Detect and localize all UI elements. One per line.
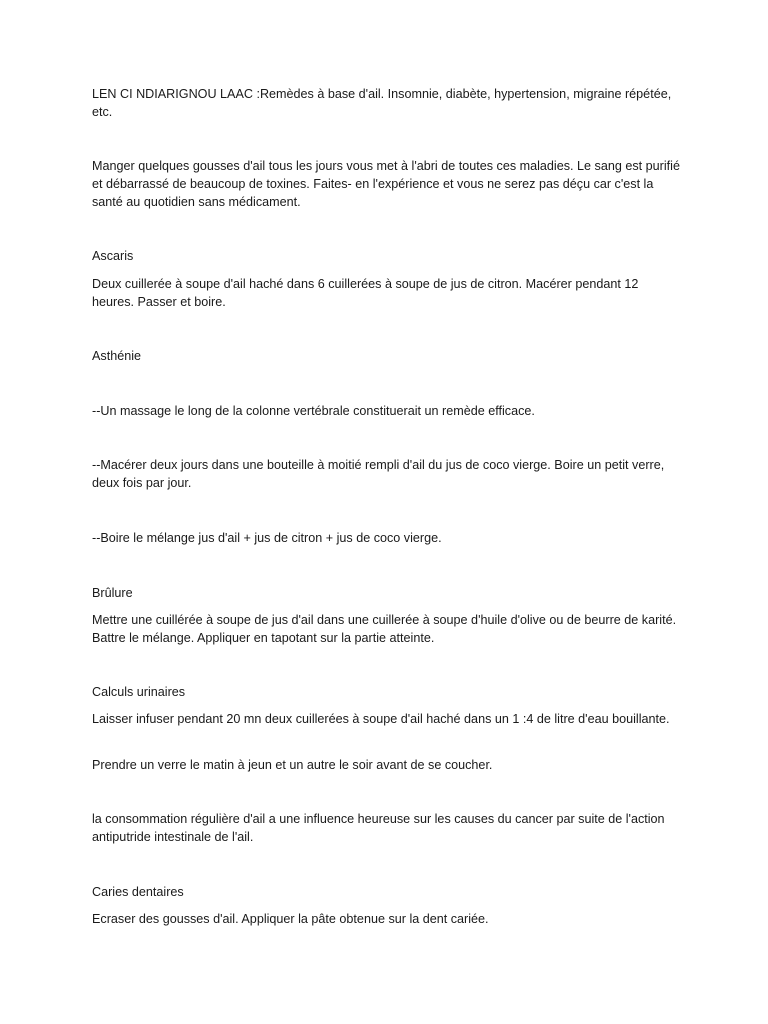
- asthenie-item-1: --Un massage le long de la colonne vertébrale constituerait un remède efficace.: [92, 404, 535, 418]
- cancer-paragraph: la consommation régulière d'ail a une influence heureuse sur les causes du cancer par suite de l'action antiputride intestinale de l'ail.: [92, 812, 665, 844]
- section-heading-asthenie: Asthénie: [92, 349, 142, 363]
- section-heading-ascaris: Ascaris: [92, 249, 134, 263]
- calculs-paragraph-1: Laisser infuser pendant 20 mn deux cuillerées à soupe d'ail haché dans un 1 :4 de litre d'eau bouillante.: [92, 712, 670, 726]
- section-heading-brulure: Brûlure: [92, 586, 133, 600]
- ascaris-paragraph: Deux cuillerée à soupe d'ail haché dans 6 cuillerées à soupe de jus de citron. Macérer pendant 12 heures. Passer et boire.: [92, 277, 639, 309]
- asthenie-item-2: --Macérer deux jours dans une bouteille à moitié rempli d'ail du jus de coco vierge. Boire un petit verre, deux fois par jour.: [92, 458, 665, 490]
- asthenie-item-3: --Boire le mélange jus d'ail + jus de citron + jus de coco vierge.: [92, 531, 442, 545]
- caries-paragraph: Ecraser des gousses d'ail. Appliquer la pâte obtenue sur la dent cariée.: [92, 912, 489, 926]
- document-title: LEN CI NDIARIGNOU LAAC :Remèdes à base d'ail. Insomnie, diabète, hypertension, migraine répétée, etc.: [92, 87, 672, 119]
- section-heading-caries: Caries dentaires: [92, 885, 184, 899]
- section-heading-calculs: Calculs urinaires: [92, 685, 186, 699]
- intro-paragraph: Manger quelques gousses d'ail tous les jours vous met à l'abri de toutes ces maladies. Le sang est purifié et débarrassé de beaucoup de toxines. Faites- en l'expérience et vous ne serez pas déçu car c'est la santé au quotidien sans médicament.: [92, 159, 680, 209]
- brulure-paragraph: Mettre une cuillérée à soupe de jus d'ail dans une cuillerée à soupe d'huile d'olive ou de beurre de karité. Battre le mélange. Appliquer en tapotant sur la partie atteinte.: [92, 613, 677, 645]
- calculs-paragraph-2: Prendre un verre le matin à jeun et un autre le soir avant de se coucher.: [92, 758, 493, 772]
